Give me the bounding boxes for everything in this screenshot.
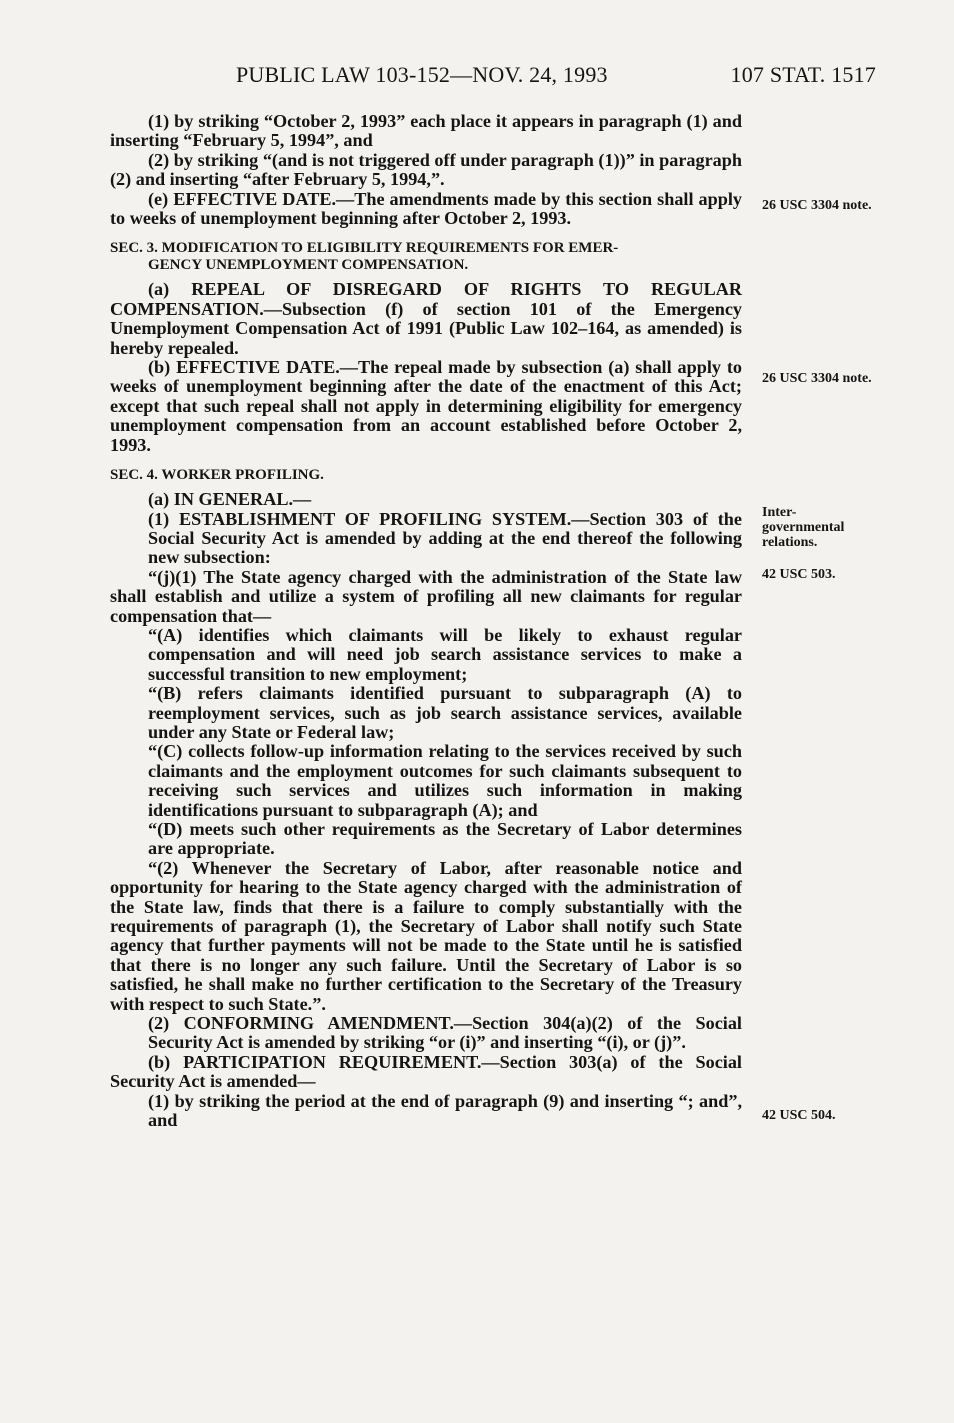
section-heading-line: GENCY UNEMPLOYMENT COMPENSATION. — [148, 257, 469, 274]
paragraph: (1) ESTABLISHMENT OF PROFILING SYSTEM.—Section 303 of the Social Security Act is amended by adding at the end thereof the following new subsection: — [148, 508, 742, 568]
section-heading: SEC. 4. WORKER PROFILING. — [110, 467, 324, 484]
paragraph: (b) EFFECTIVE DATE.—The repeal made by subsection (a) shall apply to weeks of unemployment beginning after the date of the enactment of this Act; except that such repeal shall not apply in determining eligibility for emergency unemployment compensation from an account established before October 2, 1993. — [110, 357, 742, 455]
margin-note: 26 USC 3304 note. — [762, 198, 872, 213]
paragraph: (2) by striking “(and is not triggered off under paragraph (1))” in paragraph (2) and inserting “after February 5, 1994,”. — [110, 149, 742, 190]
margin-note: Inter-governmental relations. — [762, 505, 845, 550]
paragraph: “(C) collects follow-up information relating to the services received by such claimants and the employment outcomes for such claimants subsequent to receiving such services and utilizes such information in making identifications pursuant to subparagraph (A); and — [148, 741, 742, 820]
paragraph: (e) EFFECTIVE DATE.—The amendments made by this section shall apply to weeks of unemployment beginning after October 2, 1993. — [110, 188, 742, 229]
header-title: PUBLIC LAW 103-152—NOV. 24, 1993 — [236, 62, 608, 87]
paragraph: (1) by striking “October 2, 1993” each place it appears in paragraph (1) and inserting “February 5, 1994”, and — [110, 111, 742, 151]
paragraph: “(A) identifies which claimants will be likely to exhaust regular compensation and will need job search assistance services to make a successful transition to new employment; — [148, 624, 742, 684]
margin-note: 42 USC 504. — [762, 1108, 836, 1123]
section-heading-line: SEC. 3. MODIFICATION TO ELIGIBILITY REQUIREMENTS FOR EMER- — [110, 240, 619, 257]
paragraph: “(D) meets such other requirements as the Secretary of Labor determines are appropriate. — [148, 819, 742, 859]
section-heading — [110, 240, 742, 274]
paragraph: (a) IN GENERAL.— — [148, 489, 312, 510]
paragraph: “(B) refers claimants identified pursuant to subparagraph (A) to reemployment services, such as job search assistance services, available under any State or Federal law; — [148, 683, 742, 742]
margin-note: 26 USC 3304 note. — [762, 371, 872, 386]
paragraph: “(2) Whenever the Secretary of Labor, after reasonable notice and opportunity for hearing to the State agency charged with the administration of the State law, finds that there is a failure to comply substantially with the requirements of paragraph (1), the Secretary of Labor shall notify such State agency that further payments will not be made to the State until he is satisfied that there is no longer any such failure. Until the Secretary of Labor is so satisfied, he shall make no further certification to the Secretary of the Treasury with respect to such State.”. — [110, 857, 742, 1014]
margin-note: 42 USC 503. — [762, 567, 836, 582]
paragraph: (a) REPEAL OF DISREGARD OF RIGHTS TO REGULAR COMPENSATION.—Subsection (f) of section 101 of the Emergency Unemployment Compensation Act of 1991 (Public Law 102–164, as amended) is hereby repealed. — [110, 279, 742, 358]
body-text — [110, 112, 742, 1131]
paragraph: (1) by striking the period at the end of paragraph (9) and inserting “; and”, and — [148, 1090, 742, 1131]
running-header — [236, 62, 876, 92]
paragraph: (2) CONFORMING AMENDMENT.—Section 304(a)(2) of the Social Security Act is amended by striking “or (i)” and inserting “(i), or (j)”. — [148, 1013, 742, 1053]
paragraph: “(j)(1) The State agency charged with the administration of the State law shall establish and utilize a system of profiling all new claimants for regular compensation that— — [110, 566, 742, 626]
header-page-number: 107 STAT. 1517 — [730, 62, 876, 87]
paragraph: (b) PARTICIPATION REQUIREMENT.—Section 303(a) of the Social Security Act is amended— — [110, 1051, 742, 1092]
